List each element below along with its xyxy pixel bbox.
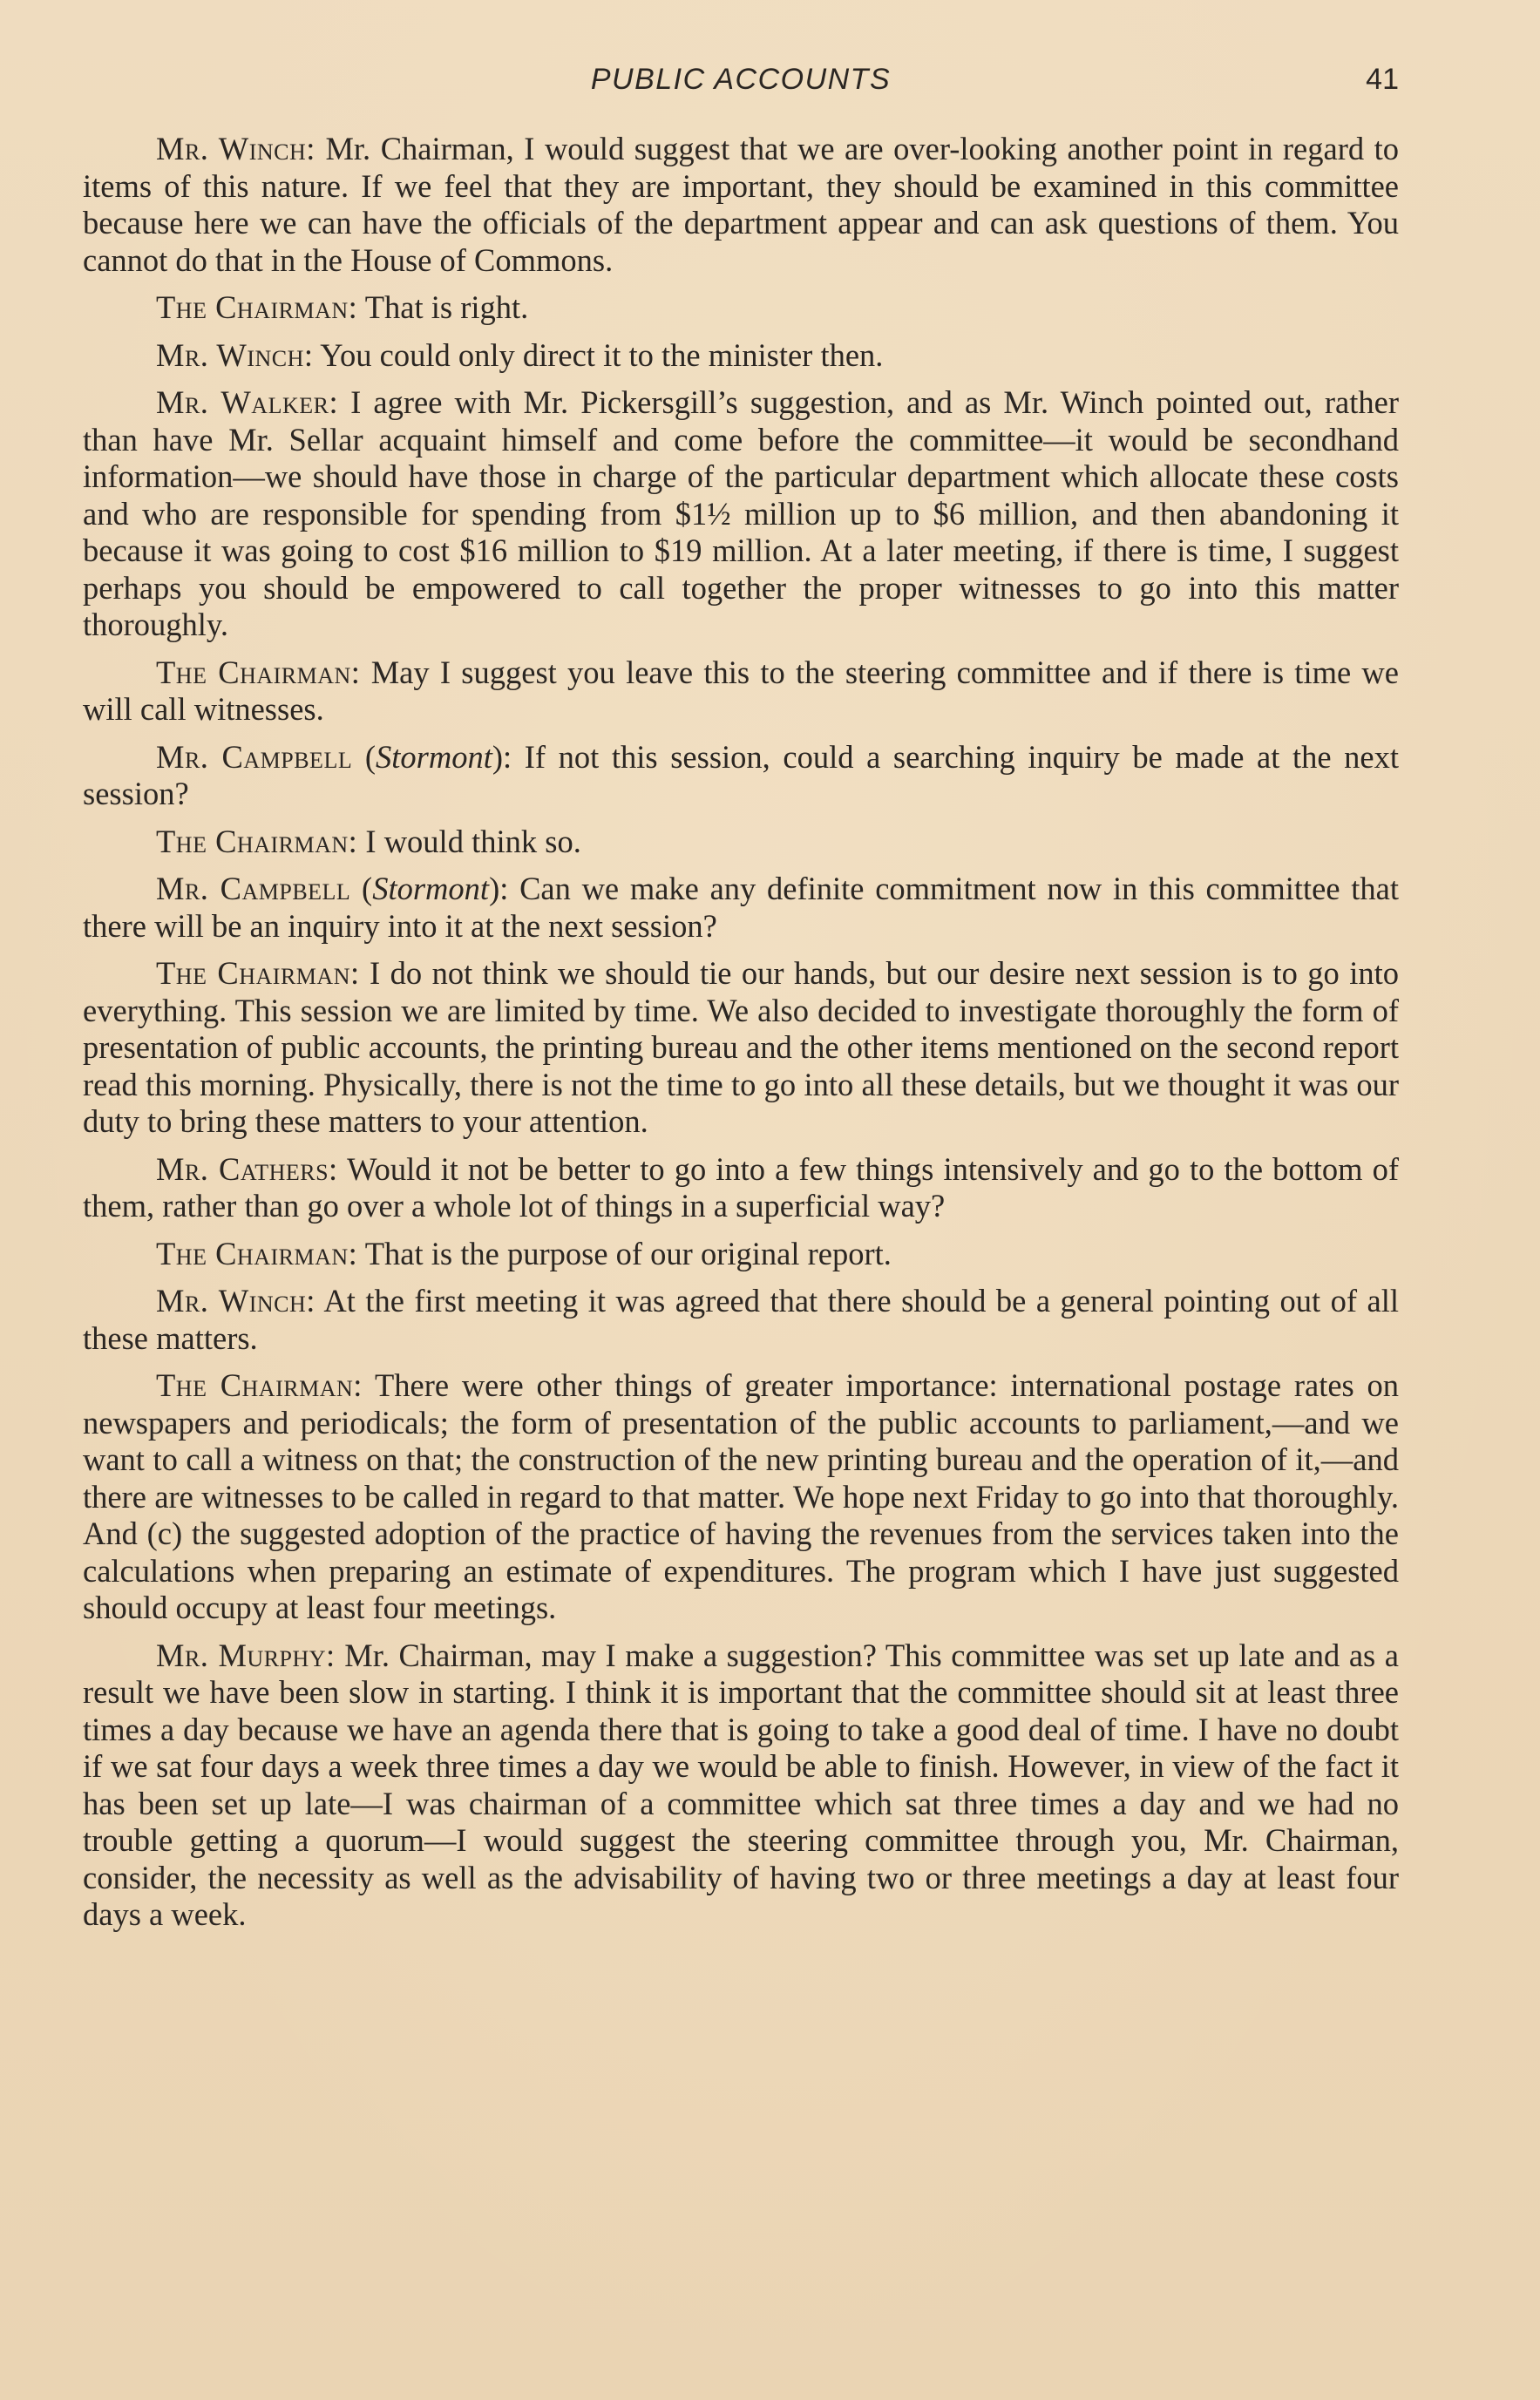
paragraph (83, 1236, 1399, 1273)
page-number: 41 (1366, 63, 1399, 96)
paragraph (83, 824, 1399, 861)
paragraph-text: May I suggest you leave this to the steering committee and if there is time we will call witnesses. (83, 654, 1399, 727)
paragraph: Mr. Campbell (Stormont): If not this session, could a searching inquiry be made at the next session? (83, 738, 1400, 811)
speaker-name: Mr. Winch: (156, 131, 315, 166)
paragraph (83, 1151, 1399, 1225)
paragraph-text: Would it not be better to go into a few things intensively and go to the bottom of them, rather than go over a whole lot of things in a superficial way? (83, 1150, 1399, 1224)
paragraph (83, 131, 1399, 279)
speaker-name: The Chairman: (156, 1367, 363, 1403)
paragraph-text: Mr. Chairman, I would suggest that we are over-looking another point in regard to items of this nature. If we feel that they are important, they should be examined in this committee because here we can have the officials of the department appear and can ask questions of them. You cannot do that in the House of Commons. (83, 131, 1400, 278)
paragraph-text: Can we make any definite commitment now in this committee that there will be an inquiry into it at the next session? (83, 871, 1400, 944)
speaker-name: Mr. Winch: (156, 1283, 315, 1319)
speaker-riding: Stormont (372, 871, 490, 906)
paragraph-text: That is the purpose of our original report. (357, 1235, 892, 1271)
speaker-name: The Chairman: (156, 955, 360, 991)
speaker-name: Mr. Winch: (156, 336, 314, 373)
paragraph-text: I do not think we should tie our hands, but our desire next session is to go into everything. This session we are limited by time. We also decided to investigate thoroughly the form of presentation of public accounts, the printing bureau and the other items mentioned on the second report read this morning. Physically, there is not the time to go into all these details, but we thought it was our duty to bring these matters to your attention. (83, 955, 1399, 1139)
paragraph-text: If not this session, could a searching inquiry be made at the next session? (83, 738, 1400, 811)
paragraph-text: At the first meeting it was agreed that there should be a general pointing out of all these matters. (83, 1283, 1399, 1356)
paragraph (83, 384, 1399, 644)
paragraph-text: I agree with Mr. Pickersgill’s suggestion, and as Mr. Winch pointed out, rather than have Mr. Sellar acquaint himself and come before the committee—it would be secondhand information—we should have those in charge of the particular department which allocate these costs and who are responsible for spending from $1½ million up to $6 million, and then abandoning it because it was going to cost $16 million to $19 million. At a later meeting, if there is time, I suggest perhaps you should be empowered to call together the proper witnesses to go into this matter thoroughly. (83, 384, 1399, 642)
paragraph (83, 1283, 1399, 1357)
speaker-name: The Chairman: (156, 1235, 358, 1271)
speaker-name: The Chairman: (156, 654, 361, 690)
transcript-body (83, 131, 1399, 1944)
speaker-riding: Stormont (375, 738, 492, 775)
paragraph: Mr. Campbell (Stormont): Can we make any definite commitment now in this committee that there will be an inquiry into it at the next session? (83, 871, 1400, 944)
paragraph-text: That is right. (357, 289, 529, 325)
speaker-name: The Chairman: (156, 289, 358, 325)
paragraph (83, 337, 1399, 375)
speaker-name: Mr. Murphy: (156, 1637, 336, 1673)
paragraph (83, 289, 1399, 327)
paragraph (83, 955, 1399, 1141)
paragraph (83, 1637, 1399, 1934)
paragraph (83, 1367, 1399, 1627)
speaker-name: Mr. Campbell (156, 871, 351, 906)
speaker-name: Mr. Walker: (156, 384, 339, 420)
speaker-name: The Chairman: (156, 823, 358, 859)
speaker-name: Mr. Cathers: (156, 1150, 338, 1187)
paragraph-text: Mr. Chairman, may I make a suggestion? This committee was set up late and as a result we have been slow in starting. I think it is important that the committee should sit at least three times a day because we have an agenda there that is going to take a good deal of time. I have no doubt if we sat four days a week three times a day we would be able to finish. However, in view of the fact it has been set up late—I was chairman of a committee which sat three times a day and we had no trouble getting a quorum—I would suggest the steering committee through you, Mr. Chairman, consider, the necessity as well as the advisability of having two or three meetings a day at least four days a week. (83, 1637, 1399, 1932)
paragraph (83, 654, 1399, 729)
running-title: PUBLIC ACCOUNTS (590, 63, 892, 96)
speaker-name: Mr. Campbell (156, 738, 353, 775)
paragraph-text: I would think so. (357, 823, 581, 859)
page-header (83, 63, 1399, 106)
paragraph-text: There were other things of greater importance: international postage rates on newspapers and periodicals; the form of presentation of the public accounts to parliament,—and we want to call a witness on that; the construction of the new printing bureau and the operation of it,—and there are witnesses to be called in regard to that matter. We hope next Friday to go into that thoroughly. And (c) the suggested adoption of the practice of having the revenues from the services taken into the calculations when preparing an estimate of expenditures. The program which I have just suggested should occupy at least four meetings. (83, 1367, 1399, 1625)
paragraph-text: You could only direct it to the minister then. (313, 336, 884, 373)
